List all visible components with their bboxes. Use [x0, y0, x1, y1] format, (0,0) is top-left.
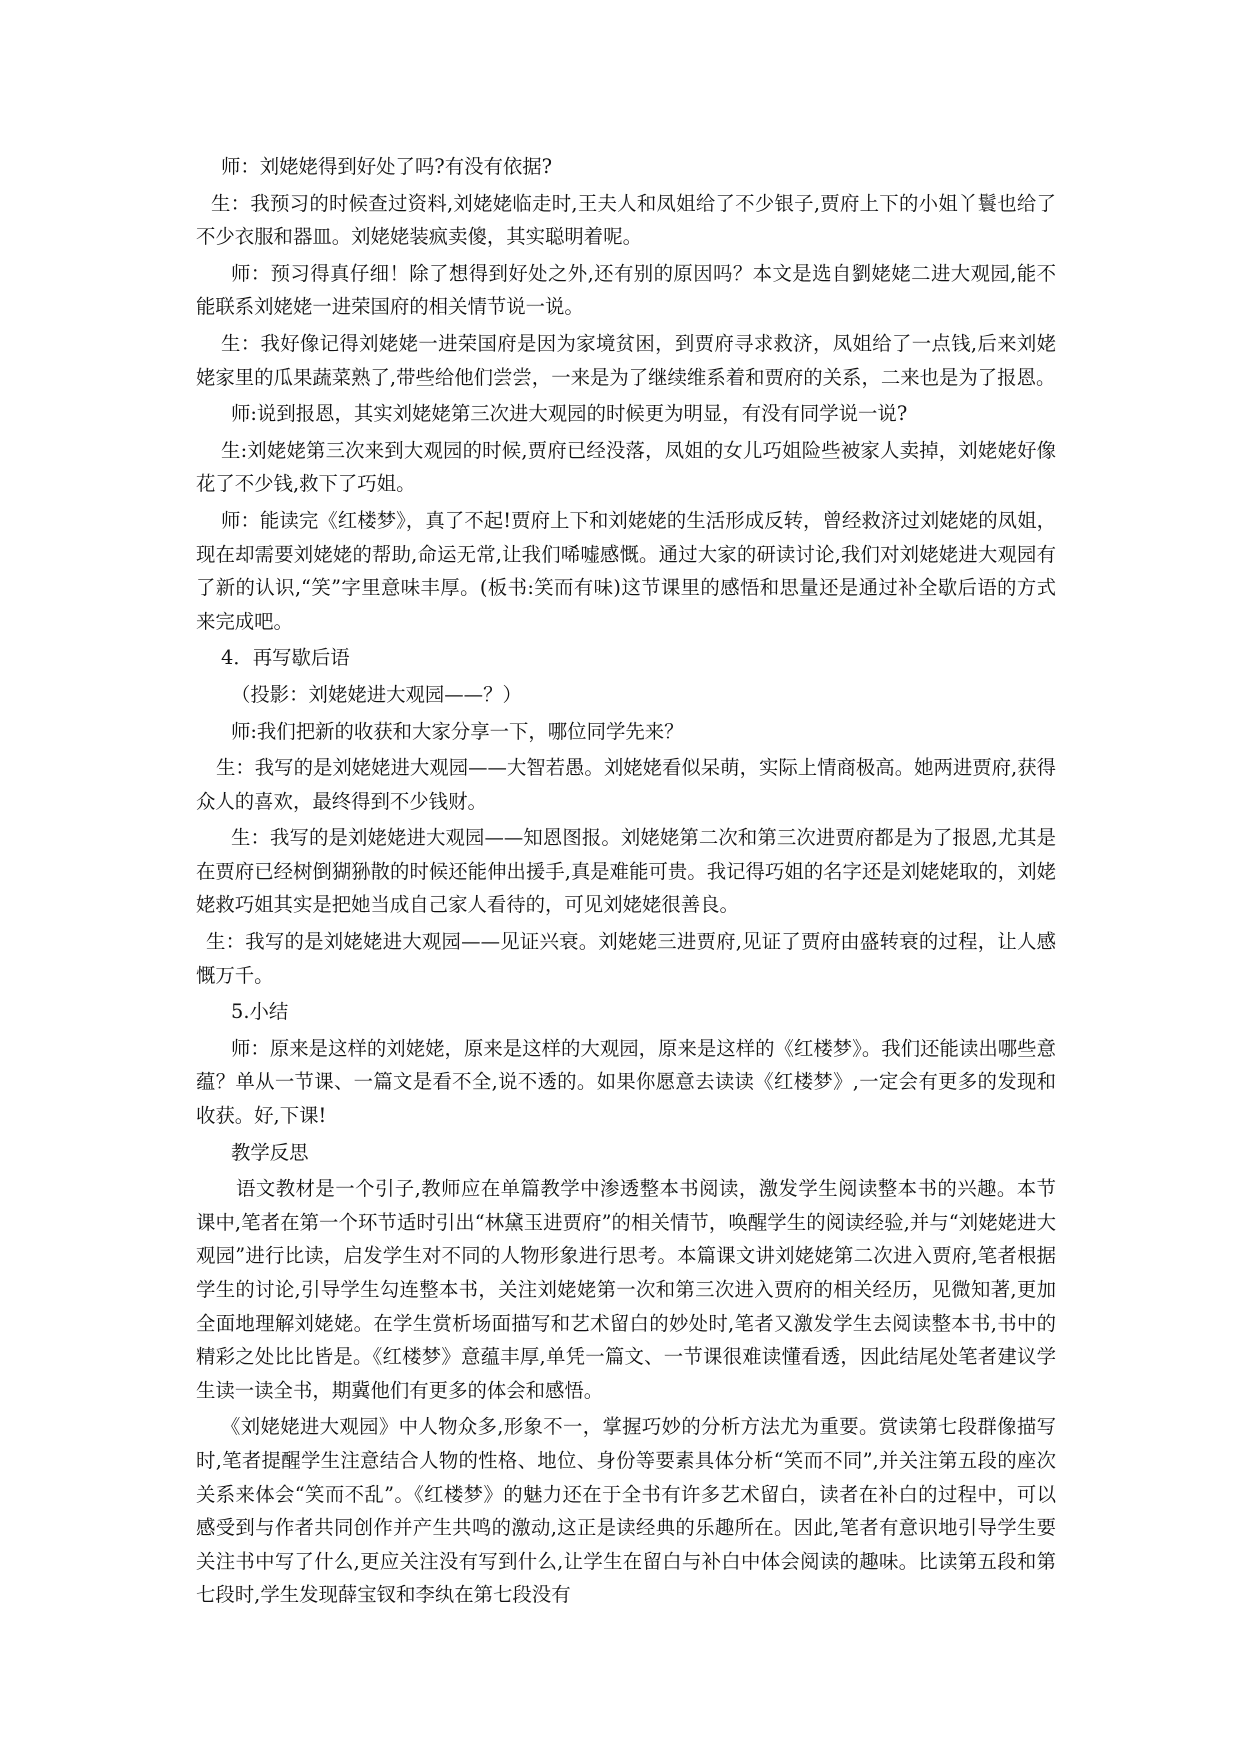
paragraph-7: 师：能读完《红楼梦》，真了不起!贾府上下和刘姥姥的生活形成反转，曾经救济过刘姥姥的凤姐，现在却需要刘姥姥的帮助,命运无常,让我们唏嘘感慨。通过大家的研读讨论,我们对刘姥姥进大观园有了新的认识,“笑”字里意味丰厚。(板书:笑而有味)这节课里的感悟和思量还是通过补全歇后语的方式来完成吧。 — [196, 508, 1056, 633]
paragraph-3: 师：预习得真仔细！除了想得到好处之外,还有别的原因吗？本文是选自劉姥姥二进大观园,能不能联系刘姥姥一进荣国府的相关情节说一说。 — [196, 261, 1056, 319]
paragraph-15: 师：原来是这样的刘姥姥，原来是这样的大观园，原来是这样的《红楼梦》。我们还能读出哪些意蕴？单从一节课、一篇文是看不全,说不透的。如果你愿意去读读《红楼梦》,一定会有更多的发现和收获。好,下课! — [196, 1036, 1056, 1128]
paragraph-5: 师:说到报恩，其实刘姥姥第三次进大观园的时候更为明显，有没有同学说一说? — [231, 402, 908, 426]
projection-note: （投影：刘姥姥进大观园——？） — [231, 682, 522, 706]
reflection-paragraph-1: 语文教材是一个引子,教师应在单篇教学中渗透整本书阅读，激发学生阅读整本书的兴趣。本节课中,笔者在第一个环节适时引出“林黛玉进贾府”的相关情节，唤醒学生的阅读经验,并与“刘姥姥进大观园”进行比读，启发学生对不同的人物形象进行思考。本篇课文讲刘姥姥第二次进入贾府,笔者根据学生的讨论,引导学生勾连整本书，关注刘姥姥第一次和第三次进入贾府的相关经历，见微知著,更加全面地理解刘姥姥。在学生赏析场面描写和艺术留白的妙处时,笔者又激发学生去阅读整本书,书中的精彩之处比比皆是。《红楼梦》意蕴丰厚,单凭一篇文、一节课很难读懂看透，因此结尾处笔者建议学生读一读全书，期冀他们有更多的体会和感悟。 — [196, 1177, 1056, 1402]
paragraph-10: 师:我们把新的收获和大家分享一下，哪位同学先来？ — [231, 719, 684, 743]
paragraph-1: 师：刘姥姥得到好处了吗?有没有依据? — [221, 155, 553, 178]
paragraph-4: 生：我好像记得刘姥姥一进荣国府是因为家境贫困，到贾府寻求救济，凤姐给了一点钱,后来刘姥姥家里的瓜果蔬菜熟了,带些给他们尝尝，一来是为了继续维系着和贾府的关系，二来也是为了报恩。 — [196, 331, 1056, 389]
document-body — [196, 150, 1056, 1615]
reflection-heading: 教学反思 — [231, 1140, 309, 1164]
section-heading-4: 4．再写歇后语 — [221, 646, 350, 670]
paragraph-2: 生：我预习的时候查过资料,刘姥姥临走时,王夫人和凤姐给了不少银子,贾府上下的小姐丫鬟也给了不少衣服和器皿。刘姥姥装疯卖傻，其实聪明着呢。 — [196, 191, 1056, 249]
section-heading-5: 5.小结 — [231, 1000, 289, 1024]
paragraph-6: 生:刘姥姥第三次来到大观园的时候,贾府已经没落，凤姐的女儿巧姐险些被家人卖掉，刘姥姥好像花了不少钱,救下了巧姐。 — [196, 438, 1056, 496]
paragraph-12: 生：我写的是刘姥姥进大观园——知恩图报。刘姥姥第二次和第三次进贾府都是为了报恩,尤其是在贾府已经树倒猢狲散的时候还能伸出援手,真是难能可贵。我记得巧姐的名字还是刘姥姥取的，刘姥姥救巧姐其实是把她当成自己家人看待的，可见刘姥姥很善良。 — [196, 826, 1056, 917]
paragraph-13: 生：我写的是刘姥姥进大观园——见证兴衰。刘姥姥三进贾府,见证了贾府由盛转衰的过程，让人感慨万千。 — [196, 930, 1056, 987]
paragraph-11: 生：我写的是刘姥姥进大观园——大智若愚。刘姥姥看似呆萌，实际上情商极高。她两进贾府,获得众人的喜欢，最终得到不少钱财。 — [196, 756, 1056, 813]
reflection-paragraph-2: 《刘姥姥进大观园》中人物众多,形象不一，掌握巧妙的分析方法尤为重要。赏读第七段群像描写时,笔者提醒学生注意结合人物的性格、地位、身份等要素具体分析“笑而不同”,并关注第五段的座次关系来体会“笑而不乱”。《红楼梦》的魅力还在于全书有许多艺术留白，读者在补白的过程中，可以感受到与作者共同创作并产生共鸣的激动,这正是读经典的乐趣所在。因此,笔者有意识地引导学生要关注书中写了什么,更应关注没有写到什么,让学生在留白与补白中体会阅读的趣味。比读第五段和第七段时,学生发现薛宝钗和李纨在第七段没有 — [196, 1415, 1056, 1607]
